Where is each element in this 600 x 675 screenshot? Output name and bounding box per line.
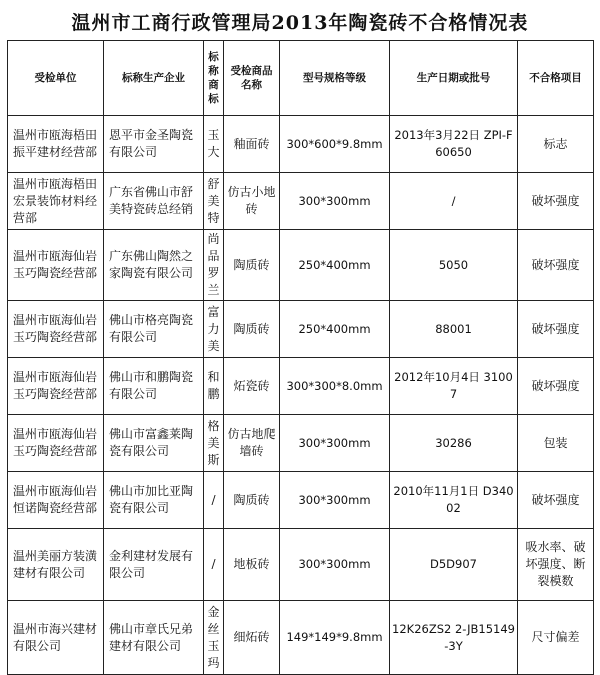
spec-cell: 149*149*9.8mm [280, 601, 390, 675]
spec-cell: 300*300mm [280, 415, 390, 472]
trademark-cell: 玉大 [204, 116, 224, 173]
batch-cell: 2013年3月22日 ZPI-F60650 [390, 116, 518, 173]
trademark-cell: / [204, 529, 224, 601]
table-row [8, 230, 594, 301]
product-name-cell: 细炻砖 [224, 601, 280, 675]
product-name-cell: 仿古地爬墙砖 [224, 415, 280, 472]
product-name-cell: 仿古小地砖 [224, 173, 280, 230]
table-row [8, 601, 594, 675]
product-name-cell: 陶质砖 [224, 472, 280, 529]
table-row [8, 415, 594, 472]
spec-cell: 250*400mm [280, 301, 390, 358]
manufacturer-cell: 佛山市和鹏陶瓷有限公司 [104, 358, 204, 415]
trademark-cell: 富力美 [204, 301, 224, 358]
table-row [8, 116, 594, 173]
header-failed-item: 不合格项目 [518, 41, 594, 116]
batch-cell: 30286 [390, 415, 518, 472]
inspected-unit-cell: 温州美丽方装潢建材有限公司 [8, 529, 104, 601]
batch-cell: 2012年10月4日 31007 [390, 358, 518, 415]
inspected-unit-cell: 温州市瓯海仙岩恒诺陶瓷经营部 [8, 472, 104, 529]
table-row [8, 529, 594, 601]
header-spec: 型号规格等级 [280, 41, 390, 116]
product-name-cell: 陶质砖 [224, 230, 280, 301]
batch-cell: 2010年11月1日 D34002 [390, 472, 518, 529]
manufacturer-cell: 佛山市富鑫莱陶瓷有限公司 [104, 415, 204, 472]
product-name-cell: 釉面砖 [224, 116, 280, 173]
spec-cell: 300*600*9.8mm [280, 116, 390, 173]
header-product-name: 受检商品名称 [224, 41, 280, 116]
spec-cell: 300*300mm [280, 472, 390, 529]
inspected-unit-cell: 温州市瓯海仙岩玉巧陶瓷经营部 [8, 358, 104, 415]
manufacturer-cell: 佛山市章氏兄弟建材有限公司 [104, 601, 204, 675]
batch-cell: / [390, 173, 518, 230]
header-batch: 生产日期或批号 [390, 41, 518, 116]
failed-item-cell: 破坏强度 [518, 230, 594, 301]
batch-cell: 88001 [390, 301, 518, 358]
trademark-cell: 格美斯 [204, 415, 224, 472]
inspected-unit-cell: 温州市海兴建材有限公司 [8, 601, 104, 675]
batch-cell: D5D907 [390, 529, 518, 601]
product-name-cell: 地板砖 [224, 529, 280, 601]
failed-item-cell: 吸水率、破坏强度、断裂模数 [518, 529, 594, 601]
trademark-cell: 尚品罗兰 [204, 230, 224, 301]
trademark-cell: 和鹏 [204, 358, 224, 415]
table-row [8, 472, 594, 529]
inspected-unit-cell: 温州市瓯海仙岩玉巧陶瓷经营部 [8, 301, 104, 358]
failed-item-cell: 破坏强度 [518, 358, 594, 415]
inspected-unit-cell: 温州市瓯海仙岩玉巧陶瓷经营部 [8, 230, 104, 301]
manufacturer-cell: 广东省佛山市舒美特瓷砖总经销 [104, 173, 204, 230]
header-inspected-unit: 受检单位 [8, 41, 104, 116]
header-manufacturer: 标称生产企业 [104, 41, 204, 116]
header-row [8, 41, 594, 116]
trademark-cell: 金丝玉玛 [204, 601, 224, 675]
failed-item-cell: 破坏强度 [518, 173, 594, 230]
manufacturer-cell: 佛山市格亮陶瓷有限公司 [104, 301, 204, 358]
spec-cell: 300*300mm [280, 173, 390, 230]
inspected-unit-cell: 温州市瓯海梧田宏景装饰材料经营部 [8, 173, 104, 230]
trademark-cell: / [204, 472, 224, 529]
header-trademark: 标称商标 [204, 41, 224, 116]
manufacturer-cell: 佛山市加比亚陶瓷有限公司 [104, 472, 204, 529]
failed-item-cell: 标志 [518, 116, 594, 173]
spec-cell: 250*400mm [280, 230, 390, 301]
manufacturer-cell: 恩平市金圣陶瓷有限公司 [104, 116, 204, 173]
product-name-cell: 陶质砖 [224, 301, 280, 358]
spec-cell: 300*300*8.0mm [280, 358, 390, 415]
batch-cell: 12K26ZS2 2-JB15149-3Y [390, 601, 518, 675]
failed-item-cell: 包装 [518, 415, 594, 472]
failed-item-cell: 破坏强度 [518, 472, 594, 529]
manufacturer-cell: 广东佛山陶然之家陶瓷有限公司 [104, 230, 204, 301]
page-title: 温州市工商行政管理局2013年陶瓷砖不合格情况表 [71, 12, 529, 34]
trademark-cell: 舒美特 [204, 173, 224, 230]
product-name-cell: 炻瓷砖 [224, 358, 280, 415]
failed-item-cell: 尺寸偏差 [518, 601, 594, 675]
failed-item-cell: 破坏强度 [518, 301, 594, 358]
table-body [8, 116, 594, 675]
manufacturer-cell: 金利建材发展有限公司 [104, 529, 204, 601]
inspected-unit-cell: 温州市瓯海仙岩玉巧陶瓷经营部 [8, 415, 104, 472]
table-row [8, 301, 594, 358]
table-row [8, 173, 594, 230]
inspection-table [7, 40, 594, 675]
batch-cell: 5050 [390, 230, 518, 301]
spec-cell: 300*300mm [280, 529, 390, 601]
inspected-unit-cell: 温州市瓯海梧田振平建材经营部 [8, 116, 104, 173]
table-row [8, 358, 594, 415]
